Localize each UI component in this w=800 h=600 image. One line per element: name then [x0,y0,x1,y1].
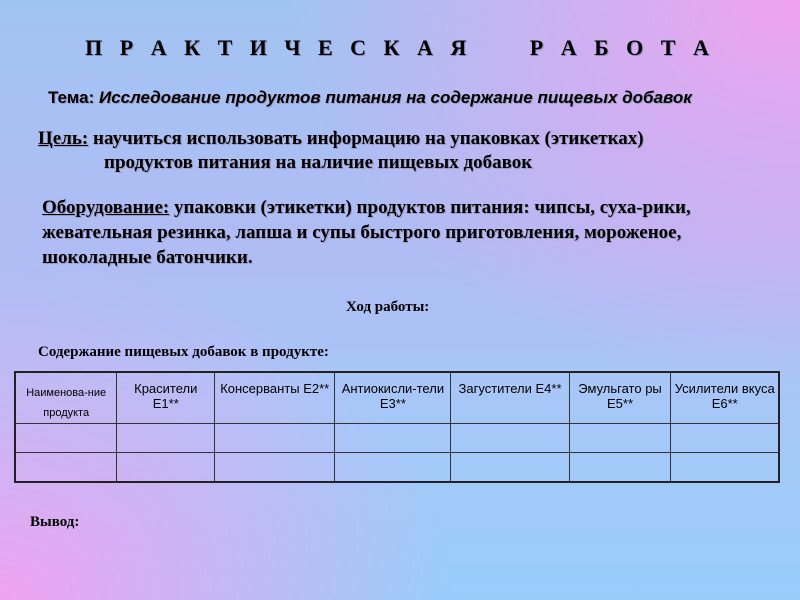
header-colorants: Красители Е1** [117,372,215,424]
table-cell [671,424,779,453]
equipment-text: упаковки (этикетки) продуктов питания: чипсы, суха-рики, жевательная резинка, лапша и супы быстрого приготовления, мороженое, шоколадные батончики. [42,197,691,268]
page-title: П Р А К Т И Ч Е С К А Я Р А Б О Т А [85,35,715,60]
equipment-block [42,195,762,270]
header-antioxidants: Антиокисли-тели Е3** [335,372,451,424]
progress-heading: Ход работы: [346,299,430,315]
goal-block [38,127,778,175]
header-preservatives: Консерванты Е2** [215,372,335,424]
table-cell [215,453,335,483]
table-cell [15,424,117,453]
topic-line [48,88,692,108]
header-emulsifiers: Эмульгато ры Е5** [569,372,671,424]
table-cell [117,424,215,453]
topic-label: Тема: [48,88,95,107]
goal-text-line2: продуктов питания на наличие пищевых добавок [104,152,533,173]
conclusion-label: Вывод: [30,514,80,530]
table-cell [569,424,671,453]
table-cell [335,453,451,483]
table-cell [451,424,569,453]
table-cell [117,453,215,483]
table-cell [335,424,451,453]
content-heading: Содержание пищевых добавок в продукте: [38,344,329,360]
goal-label: Цель: [38,128,89,149]
table-header-row [15,372,779,424]
table-row [15,424,779,453]
additives-table [14,371,780,483]
table-row [15,453,779,483]
header-product-name: Наименова-ние продукта [15,372,117,424]
table-cell [215,424,335,453]
table-cell [451,453,569,483]
topic-text: Исследование продуктов питания на содержание пищевых добавок [94,88,692,107]
goal-text-line1: научиться использовать информацию на упаковках (этикетках) [88,128,644,149]
table-cell [671,453,779,483]
equipment-label: Оборудование: [42,197,170,218]
header-flavor-enhancers: Усилители вкуса Е6** [671,372,779,424]
table-cell [15,453,117,483]
table-cell [569,453,671,483]
header-thickeners: Загустители Е4** [451,372,569,424]
